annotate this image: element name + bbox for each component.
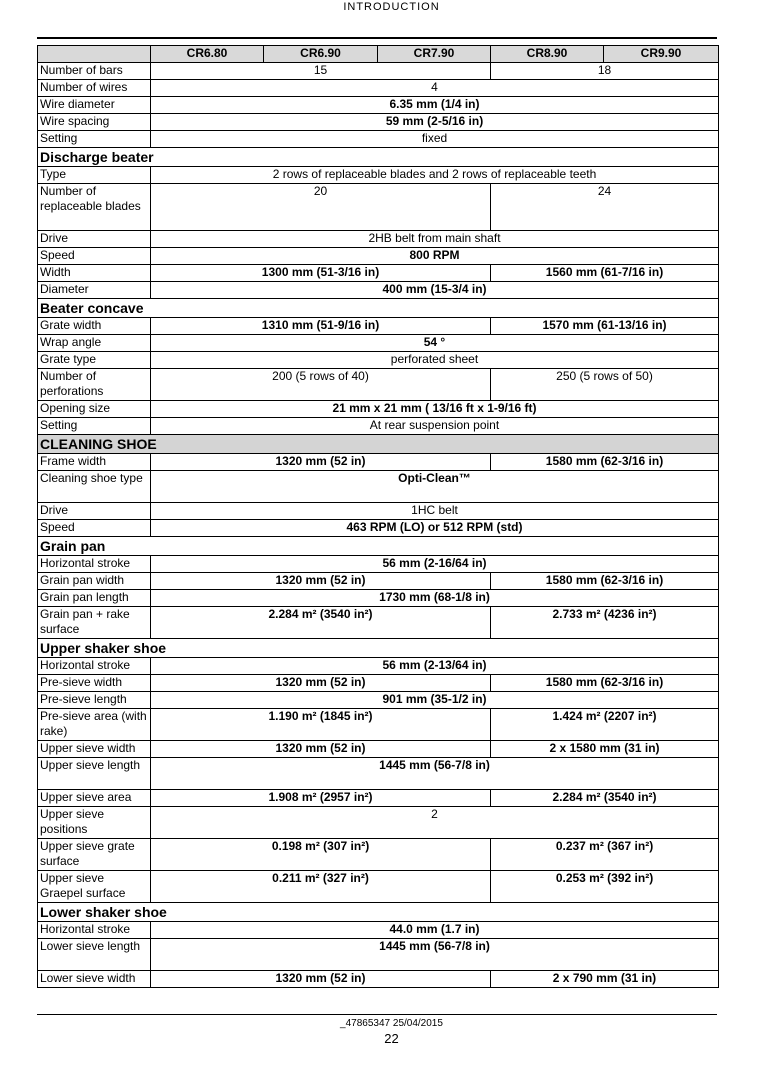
spec-label: Number of wires <box>38 80 151 97</box>
spec-label: Setting <box>38 418 151 435</box>
spec-value: 20 <box>151 184 491 231</box>
section-heading-row <box>38 435 719 454</box>
spec-value: 250 (5 rows of 50) <box>491 369 719 401</box>
spec-label: Grain pan width <box>38 573 151 590</box>
spec-row <box>38 871 719 903</box>
top-rule <box>37 37 717 39</box>
spec-value: 6.35 mm (1/4 in) <box>151 97 719 114</box>
spec-label: Cleaning shoe type <box>38 471 151 503</box>
spec-value: 463 RPM (LO) or 512 RPM (std) <box>151 520 719 537</box>
section-heading-row <box>38 148 719 167</box>
spec-value: 0.211 m² (327 in²) <box>151 871 491 903</box>
model-header-row <box>38 46 719 63</box>
spec-row <box>38 454 719 471</box>
spec-row <box>38 556 719 573</box>
spec-value: 200 (5 rows of 40) <box>151 369 491 401</box>
spec-row <box>38 839 719 871</box>
spec-value: 2 x 790 mm (31 in) <box>491 971 719 988</box>
running-header: INTRODUCTION <box>343 1 440 13</box>
section-heading: Discharge beater <box>38 148 719 167</box>
spec-label: Pre-sieve width <box>38 675 151 692</box>
spec-label: Upper sieve length <box>38 758 151 790</box>
spec-label: Wire diameter <box>38 97 151 114</box>
spec-value: 0.237 m² (367 in²) <box>491 839 719 871</box>
spec-row <box>38 282 719 299</box>
spec-row <box>38 114 719 131</box>
section-heading: Beater concave <box>38 299 719 318</box>
spec-label: Grain pan length <box>38 590 151 607</box>
spec-label: Horizontal stroke <box>38 658 151 675</box>
spec-label: Speed <box>38 520 151 537</box>
spec-row <box>38 573 719 590</box>
spec-value: 1445 mm (56-7/8 in) <box>151 758 719 790</box>
spec-value: 1300 mm (51-3/16 in) <box>151 265 491 282</box>
spec-label: Opening size <box>38 401 151 418</box>
spec-row <box>38 352 719 369</box>
spec-label: Upper sieve area <box>38 790 151 807</box>
spec-value: 1320 mm (52 in) <box>151 675 491 692</box>
spec-row <box>38 184 719 231</box>
spec-row <box>38 692 719 709</box>
spec-row <box>38 80 719 97</box>
spec-label: Upper sieve positions <box>38 807 151 839</box>
spec-row <box>38 335 719 352</box>
model-header: CR6.90 <box>264 46 378 63</box>
spec-value: Opti-Clean™ <box>151 471 719 503</box>
spec-value: 15 <box>151 63 491 80</box>
spec-value: 2.733 m² (4236 in²) <box>491 607 719 639</box>
section-heading-row <box>38 639 719 658</box>
spec-row <box>38 607 719 639</box>
spec-value: 400 mm (15-3/4 in) <box>151 282 719 299</box>
spec-row <box>38 231 719 248</box>
spec-value: 2 <box>151 807 719 839</box>
spec-row <box>38 131 719 148</box>
spec-value: 1570 mm (61-13/16 in) <box>491 318 719 335</box>
page-number: 22 <box>384 1031 399 1046</box>
spec-label: Upper sieve width <box>38 741 151 758</box>
spec-row <box>38 520 719 537</box>
spec-value: 1HC belt <box>151 503 719 520</box>
spec-row <box>38 939 719 971</box>
spec-row <box>38 709 719 741</box>
spec-label: Number of bars <box>38 63 151 80</box>
spec-label: Lower sieve width <box>38 971 151 988</box>
spec-value: 1580 mm (62-3/16 in) <box>491 454 719 471</box>
spec-value: 24 <box>491 184 719 231</box>
section-heading-row <box>38 299 719 318</box>
spec-row <box>38 265 719 282</box>
spec-row <box>38 167 719 184</box>
spec-value: 18 <box>491 63 719 80</box>
model-header: CR8.90 <box>491 46 604 63</box>
spec-value: 800 RPM <box>151 248 719 265</box>
section-heading: Upper shaker shoe <box>38 639 719 658</box>
spec-value: 1320 mm (52 in) <box>151 454 491 471</box>
spec-value: 1310 mm (51-9/16 in) <box>151 318 491 335</box>
spec-label: Wire spacing <box>38 114 151 131</box>
spec-label: Setting <box>38 131 151 148</box>
spec-row <box>38 790 719 807</box>
spec-value: 0.198 m² (307 in²) <box>151 839 491 871</box>
spec-label: Type <box>38 167 151 184</box>
spec-value: 2 rows of replaceable blades and 2 rows of replaceable teeth <box>151 167 719 184</box>
spec-value: 2HB belt from main shaft <box>151 231 719 248</box>
spec-value: 44.0 mm (1.7 in) <box>151 922 719 939</box>
section-heading-row <box>38 903 719 922</box>
spec-value: At rear suspension point <box>151 418 719 435</box>
spec-row <box>38 922 719 939</box>
spec-label: Drive <box>38 231 151 248</box>
spec-row <box>38 971 719 988</box>
spec-value: 1.908 m² (2957 in²) <box>151 790 491 807</box>
spec-label: Upper sieve Graepel surface <box>38 871 151 903</box>
spec-label: Frame width <box>38 454 151 471</box>
spec-label: Grate width <box>38 318 151 335</box>
spec-value: perforated sheet <box>151 352 719 369</box>
spec-row <box>38 97 719 114</box>
spec-value: 56 mm (2-16/64 in) <box>151 556 719 573</box>
spec-value: 1320 mm (52 in) <box>151 573 491 590</box>
spec-value: 901 mm (35-1/2 in) <box>151 692 719 709</box>
bottom-rule <box>37 1014 717 1015</box>
spec-value: 54 ° <box>151 335 719 352</box>
spec-row <box>38 658 719 675</box>
spec-value: 2.284 m² (3540 in²) <box>151 607 491 639</box>
model-header: CR6.80 <box>151 46 264 63</box>
spec-row <box>38 471 719 503</box>
spec-label: Diameter <box>38 282 151 299</box>
spec-value: 1580 mm (62-3/16 in) <box>491 675 719 692</box>
spec-row <box>38 503 719 520</box>
spec-row <box>38 741 719 758</box>
spec-label: Speed <box>38 248 151 265</box>
spec-value: 1320 mm (52 in) <box>151 741 491 758</box>
spec-label: Horizontal stroke <box>38 556 151 573</box>
section-heading: Grain pan <box>38 537 719 556</box>
section-heading-row <box>38 537 719 556</box>
model-header: CR7.90 <box>378 46 491 63</box>
document-reference: _47865347 25/04/2015 <box>340 1018 443 1029</box>
spec-label: Pre-sieve area (with rake) <box>38 709 151 741</box>
spec-value: 1730 mm (68-1/8 in) <box>151 590 719 607</box>
spec-value: 56 mm (2-13/64 in) <box>151 658 719 675</box>
spec-label: Grain pan + rake surface <box>38 607 151 639</box>
spec-value: 1560 mm (61-7/16 in) <box>491 265 719 282</box>
spec-value: 1.190 m² (1845 in²) <box>151 709 491 741</box>
spec-label: Pre-sieve length <box>38 692 151 709</box>
spec-table <box>37 45 719 988</box>
spec-value: 1320 mm (52 in) <box>151 971 491 988</box>
spec-label: Width <box>38 265 151 282</box>
spec-row <box>38 758 719 790</box>
spec-label: Upper sieve grate surface <box>38 839 151 871</box>
spec-value: fixed <box>151 131 719 148</box>
spec-label: Grate type <box>38 352 151 369</box>
spec-value: 1445 mm (56-7/8 in) <box>151 939 719 971</box>
spec-value: 2 x 1580 mm (31 in) <box>491 741 719 758</box>
spec-row <box>38 369 719 401</box>
section-heading: Lower shaker shoe <box>38 903 719 922</box>
spec-row <box>38 590 719 607</box>
spec-value: 21 mm x 21 mm ( 13/16 ft x 1-9/16 ft) <box>151 401 719 418</box>
spec-row <box>38 318 719 335</box>
spec-row <box>38 401 719 418</box>
section-heading: CLEANING SHOE <box>38 435 719 454</box>
header-blank <box>38 46 151 63</box>
spec-row <box>38 418 719 435</box>
spec-value: 1.424 m² (2207 in²) <box>491 709 719 741</box>
spec-label: Horizontal stroke <box>38 922 151 939</box>
spec-label: Lower sieve length <box>38 939 151 971</box>
spec-value: 0.253 m² (392 in²) <box>491 871 719 903</box>
spec-row <box>38 675 719 692</box>
spec-value: 2.284 m² (3540 in²) <box>491 790 719 807</box>
spec-label: Number of perforations <box>38 369 151 401</box>
model-header: CR9.90 <box>604 46 719 63</box>
spec-row <box>38 248 719 265</box>
spec-row <box>38 807 719 839</box>
spec-value: 4 <box>151 80 719 97</box>
spec-label: Wrap angle <box>38 335 151 352</box>
spec-row <box>38 63 719 80</box>
spec-value: 59 mm (2-5/16 in) <box>151 114 719 131</box>
spec-label: Drive <box>38 503 151 520</box>
spec-label: Number of replaceable blades <box>38 184 151 231</box>
spec-value: 1580 mm (62-3/16 in) <box>491 573 719 590</box>
